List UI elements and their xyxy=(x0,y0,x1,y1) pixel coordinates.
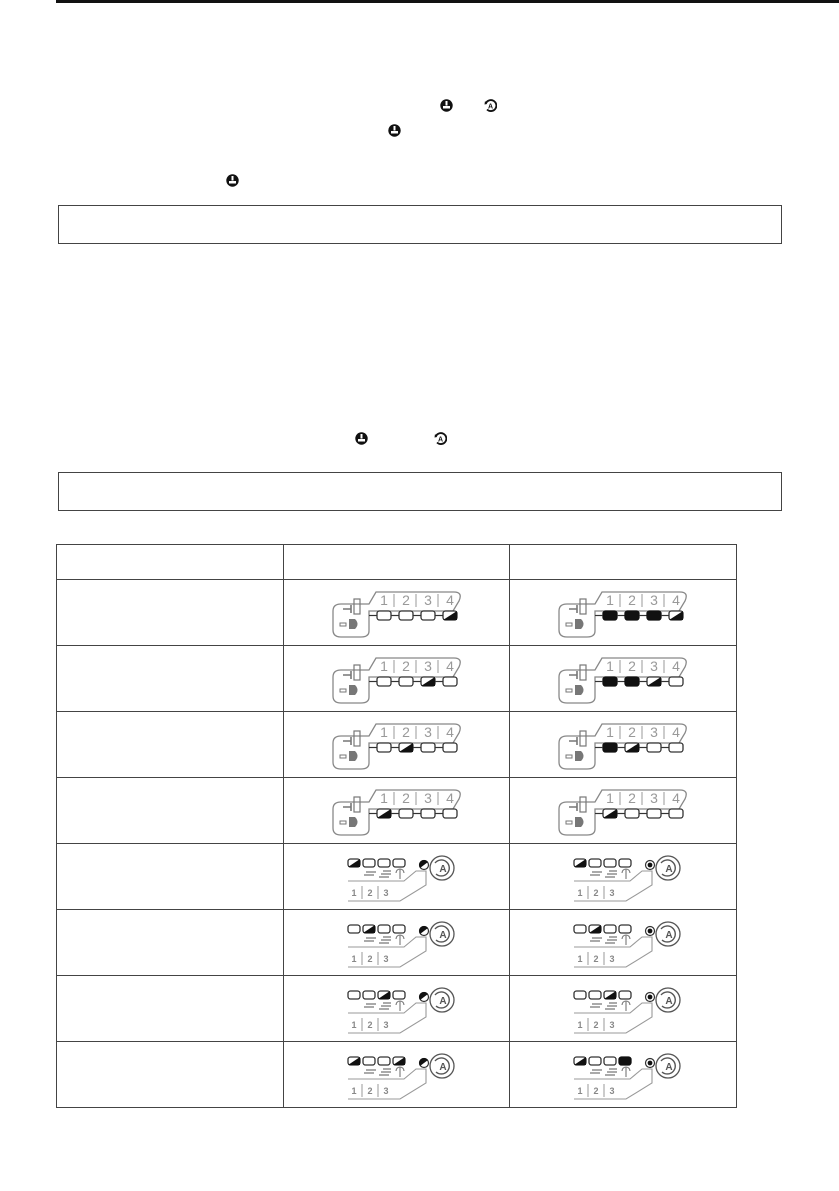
row-label xyxy=(57,910,284,976)
assist-lamp xyxy=(363,991,375,999)
assist-digit: 1 xyxy=(577,1019,583,1030)
row-label xyxy=(57,712,284,778)
svg-text:A: A xyxy=(665,929,673,941)
svg-text:A: A xyxy=(665,1061,673,1073)
panel-digit: 2 xyxy=(401,657,410,674)
panel-digit: 4 xyxy=(672,789,680,806)
assist-lamp xyxy=(363,1057,375,1065)
table-row xyxy=(57,976,737,1042)
level-lamp xyxy=(377,743,391,752)
assist-lamp xyxy=(619,1057,631,1065)
assist-lamp xyxy=(604,925,616,933)
level-lamp xyxy=(625,677,639,686)
table-row xyxy=(57,646,737,712)
impact-indicator-panel xyxy=(329,587,465,639)
impact-indicator-panel xyxy=(555,719,691,771)
assist-lamp xyxy=(393,859,405,867)
level-lamp xyxy=(443,677,457,686)
panel-digit: 1 xyxy=(606,657,614,674)
assist-status-lamp xyxy=(419,1058,429,1068)
assist-lamp xyxy=(378,925,390,933)
level-lamp xyxy=(625,743,639,752)
level-lamp xyxy=(625,611,639,620)
assist-lamp xyxy=(378,1057,390,1065)
assist-lamp xyxy=(348,1057,360,1065)
indicator-cell xyxy=(510,976,737,1042)
panel-digit: 1 xyxy=(379,591,388,608)
level-lamp xyxy=(625,809,639,818)
assist-digit: 2 xyxy=(366,1019,373,1030)
svg-text:A: A xyxy=(438,995,447,1007)
panel-digit: 4 xyxy=(445,591,454,608)
panel-digit: 3 xyxy=(423,723,432,740)
note-box xyxy=(58,472,782,511)
assist-indicator-panel xyxy=(560,1049,686,1101)
panel-digit: 4 xyxy=(672,657,680,674)
top-rule xyxy=(56,0,839,3)
level-lamp xyxy=(421,677,435,686)
indicator-cell xyxy=(284,1042,510,1108)
assist-lamp xyxy=(378,991,390,999)
panel-digit: 3 xyxy=(650,789,658,806)
table-row xyxy=(57,712,737,778)
assist-lamp xyxy=(574,1057,586,1065)
indicator-cell xyxy=(510,712,737,778)
assist-lamp xyxy=(378,859,390,867)
note-box xyxy=(58,205,782,244)
assist-status-lamp xyxy=(646,992,655,1001)
table-row xyxy=(57,778,737,844)
assist-lamp xyxy=(589,859,601,867)
assist-status-lamp xyxy=(646,860,655,869)
panel-digit: 4 xyxy=(445,657,454,674)
svg-text:A: A xyxy=(438,1061,447,1073)
row-label xyxy=(57,580,284,646)
assist-digit: 2 xyxy=(593,887,599,898)
panel-digit: 3 xyxy=(423,657,432,674)
svg-text:A: A xyxy=(438,863,447,875)
assist-digit: 1 xyxy=(350,1019,357,1030)
table-row xyxy=(57,910,737,976)
panel-digit: 2 xyxy=(628,591,636,608)
indicator-cell xyxy=(510,778,737,844)
assist-lamp xyxy=(619,859,631,867)
level-lamp xyxy=(603,743,617,752)
assist-indicator-panel xyxy=(560,917,686,969)
level-lamp xyxy=(603,677,617,686)
indicator-cell xyxy=(510,844,737,910)
assist-digit: 3 xyxy=(382,953,389,964)
level-lamp xyxy=(647,809,661,818)
table-row xyxy=(57,580,737,646)
assist-status-lamp xyxy=(646,926,655,935)
assist-lamp xyxy=(348,859,360,867)
panel-digit: 1 xyxy=(379,723,388,740)
panel-digit: 2 xyxy=(628,789,636,806)
assist-indicator-panel xyxy=(334,917,460,969)
indicator-cell xyxy=(284,844,510,910)
impact-indicator-panel xyxy=(329,719,465,771)
assist-lamp xyxy=(393,991,405,999)
assist-digit: 2 xyxy=(593,1019,599,1030)
auto-assist-mode-icon xyxy=(484,99,497,112)
indicator-cell xyxy=(284,778,510,844)
table-header-row xyxy=(57,545,737,580)
level-lamp xyxy=(443,611,457,620)
assist-digit: 2 xyxy=(366,1085,373,1096)
level-lamp xyxy=(421,743,435,752)
assist-lamp xyxy=(574,991,586,999)
panel-digit: 2 xyxy=(401,789,410,806)
header-cell xyxy=(284,545,510,580)
level-lamp xyxy=(421,611,435,620)
assist-digit: 3 xyxy=(382,1085,389,1096)
panel-digit: 2 xyxy=(401,723,410,740)
panel-digit: 3 xyxy=(650,591,658,608)
impact-mode-icon xyxy=(355,432,368,445)
assist-indicator-panel xyxy=(334,851,460,903)
assist-indicator-panel xyxy=(334,1049,460,1101)
header-cell xyxy=(57,545,284,580)
level-lamp xyxy=(377,677,391,686)
assist-lamp xyxy=(589,1057,601,1065)
assist-digit: 2 xyxy=(366,887,373,898)
assist-indicator-panel xyxy=(560,851,686,903)
svg-text:A: A xyxy=(487,103,494,111)
row-label xyxy=(57,1042,284,1108)
assist-digit: 3 xyxy=(609,1019,615,1030)
assist-lamp xyxy=(589,991,601,999)
impact-mode-icon xyxy=(388,124,401,137)
assist-digit: 3 xyxy=(382,1019,389,1030)
assist-indicator-panel xyxy=(560,983,686,1035)
panel-digit: 1 xyxy=(379,657,388,674)
header-cell xyxy=(510,545,737,580)
assist-lamp xyxy=(348,991,360,999)
level-lamp xyxy=(399,677,413,686)
indicator-cell xyxy=(284,712,510,778)
assist-lamp xyxy=(604,991,616,999)
impact-indicator-panel xyxy=(555,785,691,837)
level-lamp xyxy=(443,809,457,818)
level-lamp xyxy=(603,809,617,818)
assist-lamp xyxy=(604,1057,616,1065)
panel-digit: 1 xyxy=(606,723,614,740)
indicator-cell xyxy=(284,646,510,712)
level-lamp xyxy=(421,809,435,818)
table-row xyxy=(57,844,737,910)
assist-digit: 1 xyxy=(350,953,357,964)
level-lamp xyxy=(647,743,661,752)
panel-digit: 2 xyxy=(628,657,636,674)
level-lamp xyxy=(399,743,413,752)
level-lamp xyxy=(399,611,413,620)
auto-assist-mode-icon xyxy=(434,432,447,445)
panel-digit: 3 xyxy=(650,723,658,740)
panel-digit: 4 xyxy=(672,723,680,740)
indicator-cell xyxy=(510,1042,737,1108)
level-lamp xyxy=(647,611,661,620)
assist-digit: 2 xyxy=(593,953,599,964)
level-lamp xyxy=(443,743,457,752)
assist-lamp xyxy=(363,859,375,867)
panel-digit: 3 xyxy=(650,657,658,674)
panel-digit: 1 xyxy=(379,789,388,806)
assist-lamp xyxy=(589,925,601,933)
panel-digit: 3 xyxy=(423,591,432,608)
svg-text:A: A xyxy=(665,995,673,1007)
level-lamp xyxy=(669,809,683,818)
row-label xyxy=(57,646,284,712)
assist-digit: 1 xyxy=(577,953,583,964)
panel-digit: 1 xyxy=(606,591,614,608)
assist-digit: 1 xyxy=(350,1085,357,1096)
panel-digit: 4 xyxy=(445,789,454,806)
assist-status-lamp xyxy=(419,860,429,870)
assist-lamp xyxy=(393,925,405,933)
level-lamp xyxy=(603,611,617,620)
level-lamp xyxy=(669,677,683,686)
level-lamp xyxy=(377,809,391,818)
table-row xyxy=(57,1042,737,1108)
assist-digit: 2 xyxy=(366,953,373,964)
assist-digit: 1 xyxy=(350,887,357,898)
indicator-cell xyxy=(284,910,510,976)
assist-indicator-panel xyxy=(334,983,460,1035)
impact-indicator-panel xyxy=(555,587,691,639)
assist-status-lamp xyxy=(419,926,429,936)
indicator-cell xyxy=(510,910,737,976)
indicator-cell xyxy=(510,646,737,712)
assist-lamp xyxy=(393,1057,405,1065)
row-label xyxy=(57,844,284,910)
panel-digit: 4 xyxy=(445,723,454,740)
assist-status-lamp xyxy=(419,992,429,1002)
svg-text:A: A xyxy=(437,436,444,444)
level-lamp xyxy=(669,611,683,620)
assist-lamp xyxy=(604,859,616,867)
panel-digit: 2 xyxy=(401,591,410,608)
assist-digit: 3 xyxy=(609,1085,615,1096)
assist-lamp xyxy=(363,925,375,933)
level-lamp xyxy=(399,809,413,818)
assist-lamp xyxy=(574,859,586,867)
assist-digit: 1 xyxy=(577,887,583,898)
assist-lamp xyxy=(619,925,631,933)
assist-digit: 3 xyxy=(382,887,389,898)
assist-status-lamp xyxy=(646,1058,655,1067)
indicator-cell xyxy=(284,976,510,1042)
level-lamp xyxy=(647,677,661,686)
level-lamp xyxy=(377,611,391,620)
impact-indicator-panel xyxy=(329,653,465,705)
assist-digit: 3 xyxy=(609,953,615,964)
row-label xyxy=(57,778,284,844)
panel-digit: 3 xyxy=(423,789,432,806)
assist-lamp xyxy=(574,925,586,933)
assist-digit: 1 xyxy=(577,1085,583,1096)
assist-lamp xyxy=(619,991,631,999)
mode-indicator-table xyxy=(56,544,737,1108)
svg-text:A: A xyxy=(665,863,673,875)
row-label xyxy=(57,976,284,1042)
impact-mode-icon xyxy=(440,99,453,112)
indicator-cell xyxy=(284,580,510,646)
level-lamp xyxy=(669,743,683,752)
impact-indicator-panel xyxy=(555,653,691,705)
svg-text:A: A xyxy=(438,929,447,941)
assist-digit: 3 xyxy=(609,887,615,898)
assist-lamp xyxy=(348,925,360,933)
panel-digit: 4 xyxy=(672,591,680,608)
indicator-cell xyxy=(510,580,737,646)
panel-digit: 2 xyxy=(628,723,636,740)
impact-indicator-panel xyxy=(329,785,465,837)
panel-digit: 1 xyxy=(606,789,614,806)
impact-mode-icon xyxy=(226,174,239,187)
assist-digit: 2 xyxy=(593,1085,599,1096)
